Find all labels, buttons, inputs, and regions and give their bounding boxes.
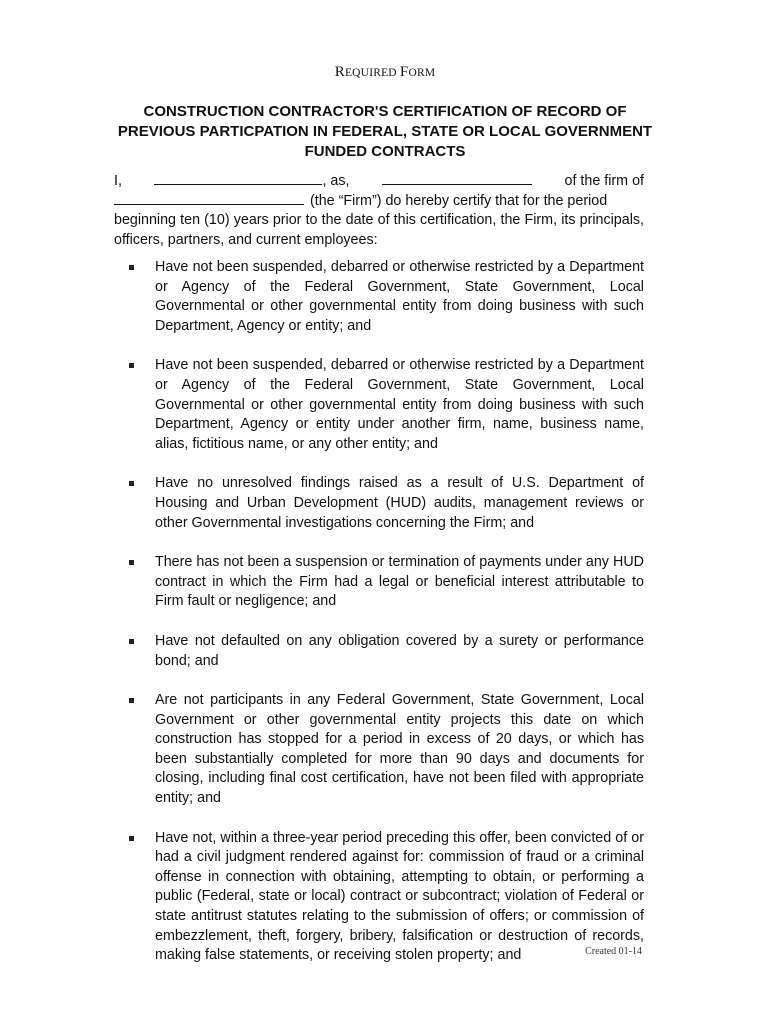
document-title [100, 102, 670, 162]
list-item [114, 258, 644, 336]
list-item-text: Are not participants in any Federal Government, State Government, Local Government or other governmental entity projects this date on which construction has stopped for a period in excess of 20 days, or which has been substantially completed for more than 90 days and documents for closing, including final cost certification, have not been filed with appropriate entity; and [155, 692, 644, 807]
intro-after-blank: (the “Firm”) do hereby certify that for the period [310, 192, 608, 209]
list-item [114, 829, 644, 966]
bullet-icon [129, 560, 134, 565]
intro-first-line [114, 172, 644, 192]
list-item [114, 356, 644, 454]
bullet-icon [129, 265, 134, 270]
certification-intro [114, 172, 644, 250]
list-item-text: Have not been suspended, debarred or otherwise restricted by a Department or Agency of the Federal Government, State Government, Local Governmental or other governmental entity from doing business with such Department, Agency or entity under another firm, name, business name, alias, fictitious name, or any other entity; and [155, 357, 644, 452]
firm-name-blank-field[interactable] [114, 192, 304, 205]
title-line-3: FUNDED CONTRACTS [304, 143, 466, 160]
list-item-text: There has not been a suspension or termination of payments under any HUD contract in which the Firm had a legal or beneficial interest attributable to Firm fault or negligence; and [155, 554, 644, 610]
required-form-label [0, 64, 770, 81]
list-item-text: Have not defaulted on any obligation covered by a surety or performance bond; and [155, 632, 644, 669]
intro-as: , as, [322, 173, 350, 189]
created-date-footer: Created 01-14 [585, 946, 642, 957]
list-item-text: Have not, within a three-year period preceding this offer, been convicted of or had a civil judgment rendered against for: commission of fraud or a criminal offense in connection with obtaining, attempting to obtain, or performing a public (Federal, state or local) contract or subcontract; violation of Federal or state antitrust statutes relating to the submission of offers; or commission of embezzlement, theft, forgery, bribery, falsification or destruction of records, making false statements, or receiving stolen property; and [155, 829, 644, 964]
bullet-icon [129, 639, 134, 644]
label-letter: R [334, 64, 345, 80]
bullet-icon [129, 698, 134, 703]
intro-i: I, [114, 173, 122, 189]
name-blank-group [154, 172, 349, 192]
intro-rest: beginning ten (10) years prior to the date of this certification, the Firm, its principals, officers, partners, and current employees: [114, 212, 644, 248]
list-item [114, 632, 644, 671]
title-blank-field[interactable] [382, 172, 532, 185]
intro-firm-of: of the firm of [564, 173, 644, 189]
list-item-text: Have no unresolved findings raised as a result of U.S. Department of Housing and Urban Development (HUD) audits, management reviews or other Governmental investigations concerning the Firm; and [155, 475, 644, 531]
intro-second-line [114, 192, 644, 212]
title-line-1: CONSTRUCTION CONTRACTOR'S CERTIFICATION OF RECORD OF [143, 103, 627, 120]
label-text: ORM [408, 67, 436, 79]
list-item [114, 553, 644, 612]
name-blank-field[interactable] [154, 172, 322, 185]
list-item [114, 474, 644, 533]
certification-list [114, 258, 644, 986]
label-text: EQUIRED [344, 67, 400, 79]
title-line-2: PREVIOUS PARTICPATION IN FEDERAL, STATE OR LOCAL GOVERNMENT [117, 123, 653, 140]
label-letter: F [399, 64, 409, 80]
bullet-icon [129, 481, 134, 486]
bullet-icon [129, 836, 134, 841]
list-item-text: Have not been suspended, debarred or otherwise restricted by a Department or Agency of the Federal Government, State Government, Local Governmental or other governmental entity from doing business with such Department, Agency or entity; and [155, 259, 644, 334]
bullet-icon [129, 363, 134, 368]
list-item [114, 691, 644, 809]
